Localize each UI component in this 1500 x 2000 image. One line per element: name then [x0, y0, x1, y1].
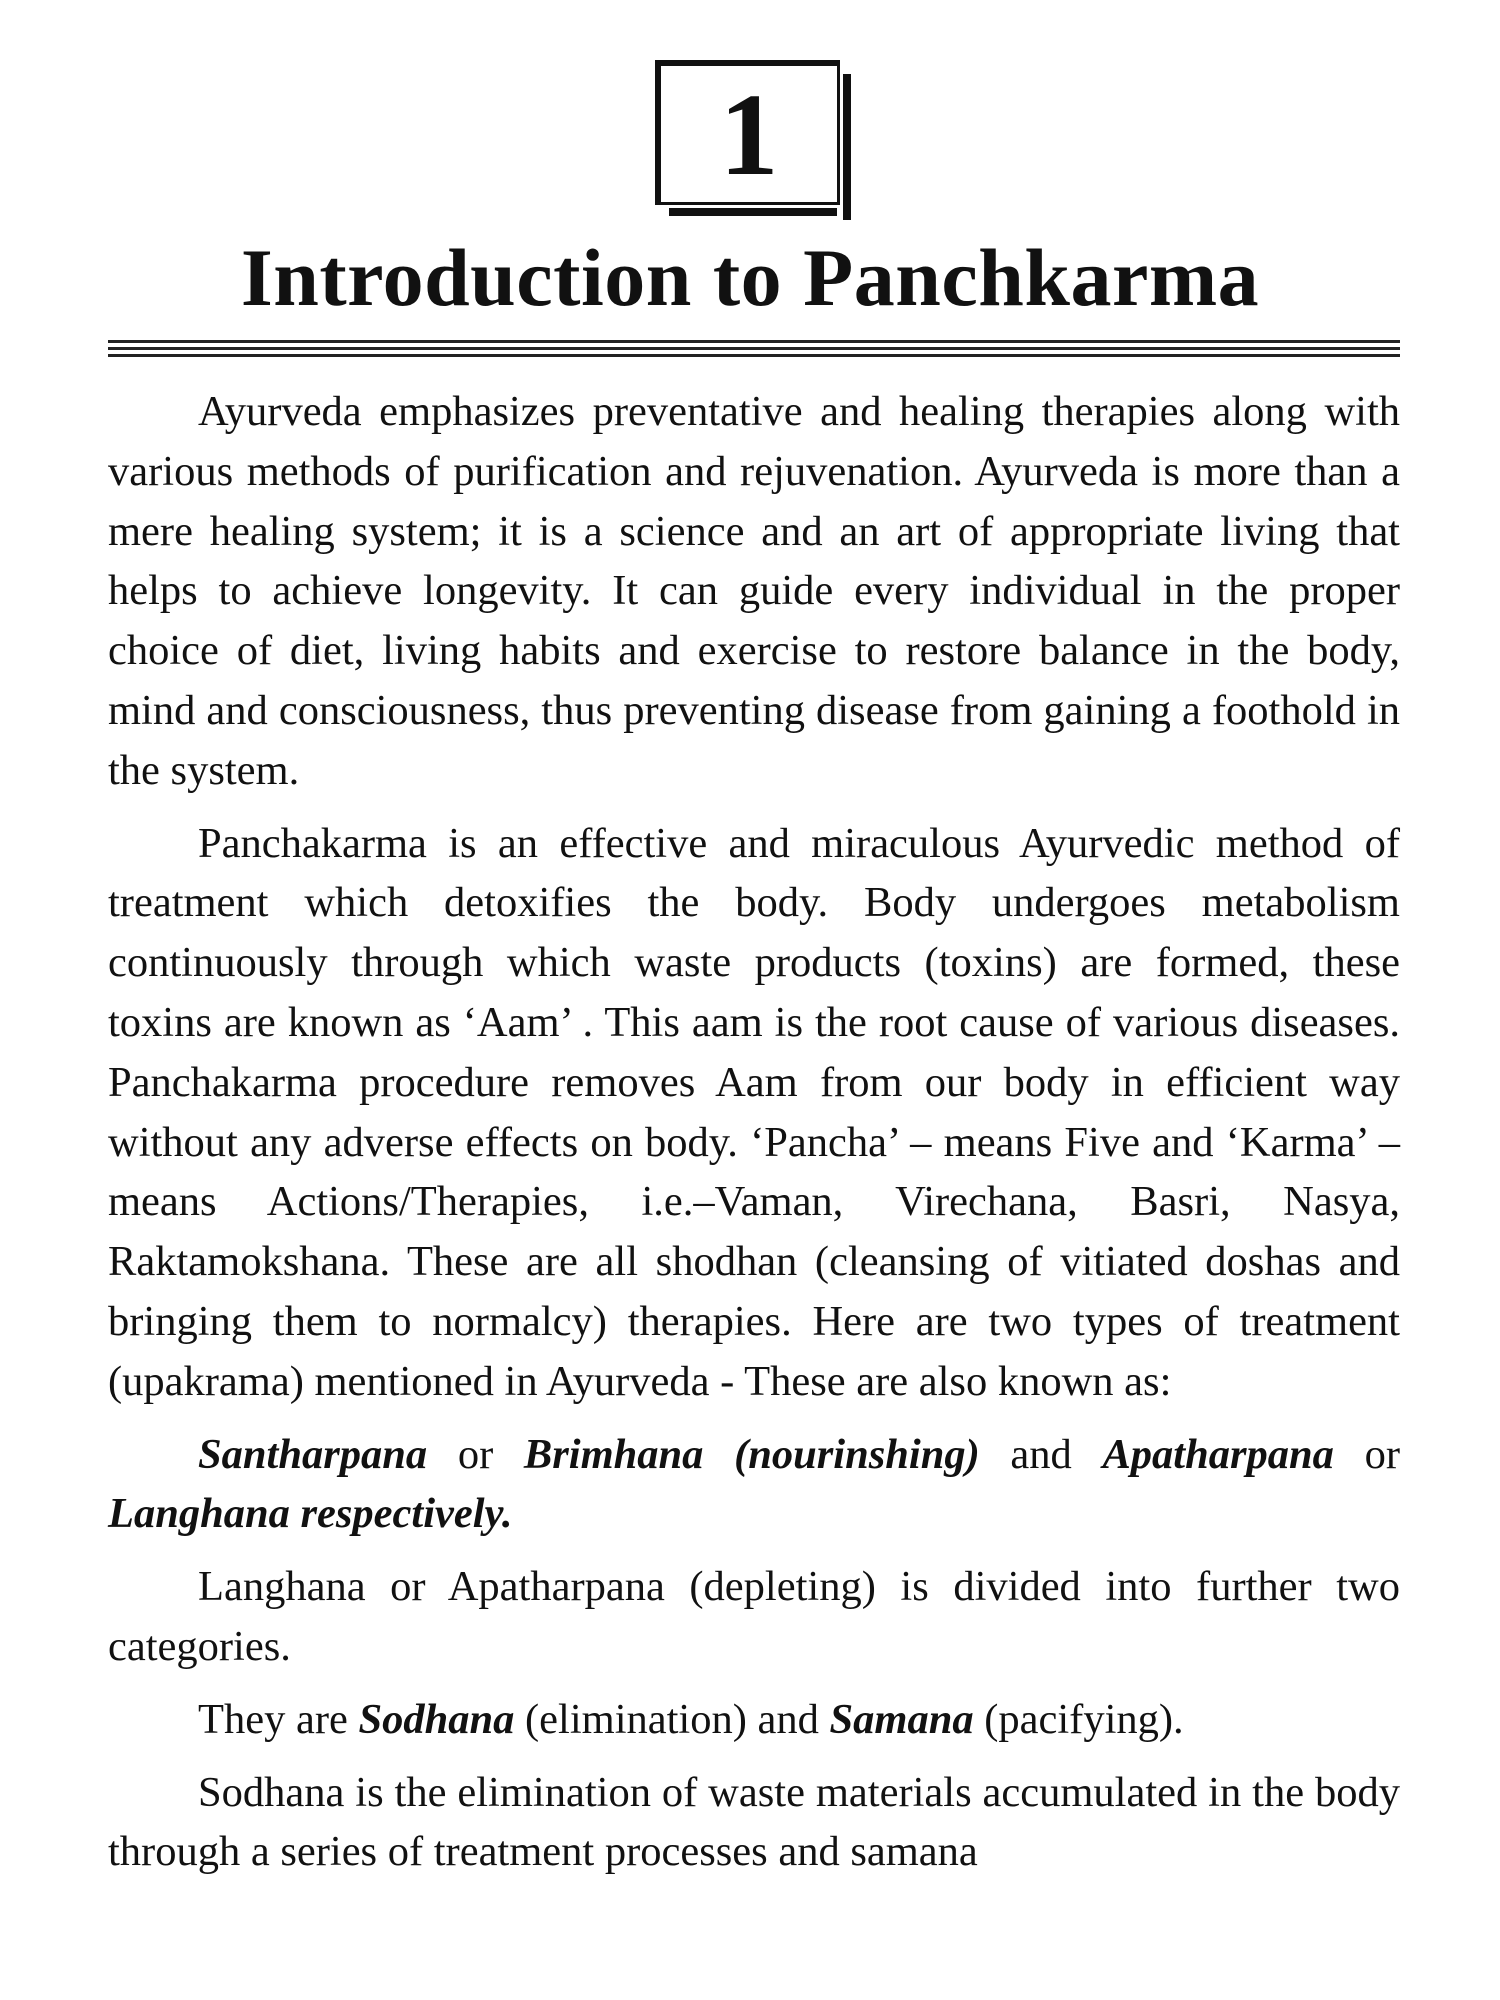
body-text: [108, 382, 1400, 1882]
term-santharpana: Santharpana: [198, 1430, 428, 1478]
term-langhana: Langhana respectively.: [108, 1490, 513, 1538]
chapter-number-box: [655, 60, 840, 205]
title-rule-3: [108, 354, 1400, 357]
chapter-title: Introduction to Panchkarma: [240, 232, 1260, 323]
paragraph-3: [108, 1425, 1400, 1545]
term-apatharpana: Apatharpana: [1102, 1430, 1334, 1478]
paragraph-6: Sodhana is the elimination of waste materials accumulated in the body through a series of treatment processes and samana: [108, 1768, 1400, 1876]
paragraph-5: [108, 1690, 1400, 1750]
p3-or-1: or: [427, 1430, 524, 1478]
paragraph-4: Langhana or Apatharpana (depleting) is divided into further two categories.: [108, 1563, 1400, 1670]
title-rule-2: [108, 347, 1400, 350]
title-rule-1: [108, 340, 1400, 343]
term-sodhana: Sodhana: [358, 1695, 515, 1743]
p5-text-2: (elimination) and: [514, 1695, 830, 1743]
p5-text-1: They are: [198, 1695, 359, 1743]
paragraph-2: Panchakarma is an effective and miraculous Ayurvedic method of treatment which detoxifies the body. Body undergoes metabolism continuously through which waste products (toxins) are formed, these toxins are known as ‘Aam’ . This aam is the root cause of various diseases. Panchakarma procedure removes Aam from our body in efficient way without any adverse effects on body. ‘Pancha’ – means Five and ‘Karma’ – means Actions/Therapies, i.e.–Vaman, Virechana, Basri, Nasya, Raktamokshana. These are all shodhan (cleansing of vitiated doshas and bringing them to normalcy) therapies. Here are two types of treatment (upakrama) mentioned in Ayurveda - These are also known as:: [108, 819, 1400, 1405]
p3-or-2: or: [1333, 1430, 1400, 1478]
term-brimhana: Brimhana (nourinshing): [523, 1430, 980, 1478]
term-samana: Samana: [829, 1695, 974, 1743]
paragraph-1: Ayurveda emphasizes preventative and healing therapies along with various methods of purification and rejuvenation. Ayurveda is more than a mere healing system; it is a science and an art of appropriate living that helps to achieve longevity. It can guide every individual in the proper choice of diet, living habits and exercise to restore balance in the body, mind and consciousness, thus preventing disease from gaining a foothold in the system.: [108, 388, 1400, 794]
p5-text-3: (pacifying).: [973, 1695, 1184, 1743]
p3-and: and: [979, 1430, 1103, 1478]
chapter-number: 1: [719, 69, 779, 200]
